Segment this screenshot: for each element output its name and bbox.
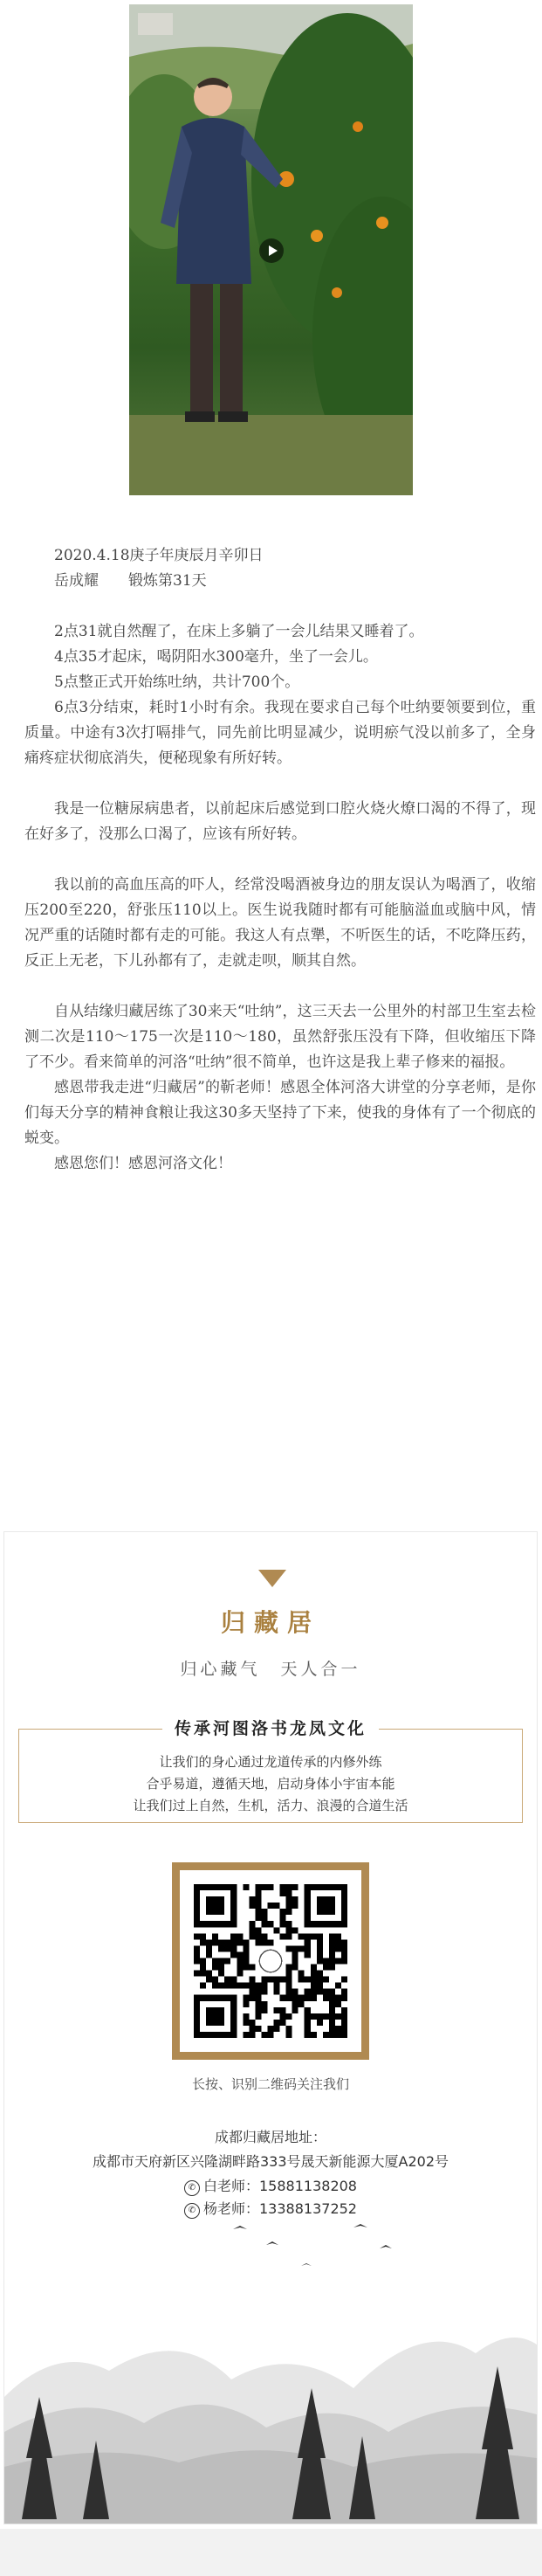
- qr-code[interactable]: [172, 1862, 369, 2060]
- ink-landscape-illustration: [4, 2196, 537, 2524]
- motto-line: 让我们过上自然，生机，活力、浪漫的合道生活: [133, 1798, 408, 1813]
- paragraph: 自从结缘归藏居练了30来天“吐纳”，这三天去一公里外的村部卫生室去检测二次是110～175一次是110～180，虽然舒张压没有下降，但收缩压下降了不少。看来简单的河洛“吐纳”很不简单，也许这是我上辈子修来的福报。: [24, 1003, 536, 1071]
- paragraph: 2点31就自然醒了，在床上多躺了一会儿结果又睡着了。: [54, 623, 424, 640]
- paragraph: 我是一位糖尿病患者，以前起床后感觉到口腔火烧火燎口渴的不得了，现在好多了，没那么口渴了，应该有所好转。: [24, 800, 536, 843]
- motto-line: 让我们的身心通过龙道传承的内修外练: [159, 1754, 382, 1770]
- phone-icon: ✆: [184, 2203, 200, 2219]
- triangle-icon: [258, 1570, 286, 1587]
- contact-2: 杨老师：13388137252: [203, 2200, 357, 2217]
- bottom-bar: [0, 2529, 542, 2576]
- address-title: 成都归藏居地址：: [214, 2129, 326, 2145]
- phone-icon: ✆: [184, 2180, 200, 2196]
- paragraph: 感恩您们！感恩河洛文化！: [54, 1155, 232, 1172]
- paragraph: 我以前的高血压高的吓人，经常没喝酒被身边的朋友误认为喝酒了，收缩压200至220，舒张压110以上。医生说我随时都有可能脑溢血或脑中风，情况严重的话随时都有走的可能。我这人有点犟，不听医生的话，不吃降压药，反正上无老，下儿孙都有了，走就走呗，顺其自然。: [24, 876, 536, 970]
- qr-hint: 长按、识别二维码关注我们: [191, 2076, 349, 2092]
- paragraph: 5点整正式开始练吐纳，共计700个。: [54, 673, 300, 691]
- paragraph: 6点3分结束，耗时1小时有余。我现在要求自己每个吐纳要领要到位，重质量。中途有3次打嗝排气，同先前比明显减少，说明瘀气没以前多了，全身痛疼症状彻底消失，便秘现象有所好转。: [24, 699, 536, 767]
- promo-poster: [3, 1531, 538, 2524]
- address-text: 成都市天府新区兴隆湖畔路333号晟天新能源大厦A202号: [92, 2153, 449, 2170]
- play-icon[interactable]: [259, 238, 284, 263]
- date-line: 2020.4.18庚子年庚辰月辛卯日: [54, 547, 264, 564]
- article-body: [24, 543, 536, 1177]
- contact-row: [4, 2175, 537, 2196]
- brand-name: 归藏居: [220, 1608, 320, 1637]
- video-thumbnail[interactable]: [129, 4, 413, 495]
- motto-title-wrap: [4, 1716, 537, 1739]
- author-line: 岳成耀 锻炼第31天: [54, 572, 207, 590]
- paragraph: 4点35才起床，喝阴阳水300毫升，坐了一会儿。: [54, 648, 378, 666]
- brand-slogan: 归心藏气 天人合一: [180, 1660, 361, 1679]
- contact-1: 白老师：15881138208: [203, 2178, 357, 2194]
- qr-code-pattern: [194, 1884, 347, 2038]
- motto-title: 传承河图洛书龙凤文化: [162, 1719, 379, 1738]
- paragraph: 感恩带我走进“归藏居”的靳老师！感恩全体河洛大讲堂的分享老师，是你们每天分享的精神食粮让我这30多天坚持了下来，使我的身体有了一个彻底的蜕变。: [24, 1079, 536, 1147]
- motto-line: 合乎易道，遵循天地，启动身体小宇宙本能: [146, 1776, 395, 1792]
